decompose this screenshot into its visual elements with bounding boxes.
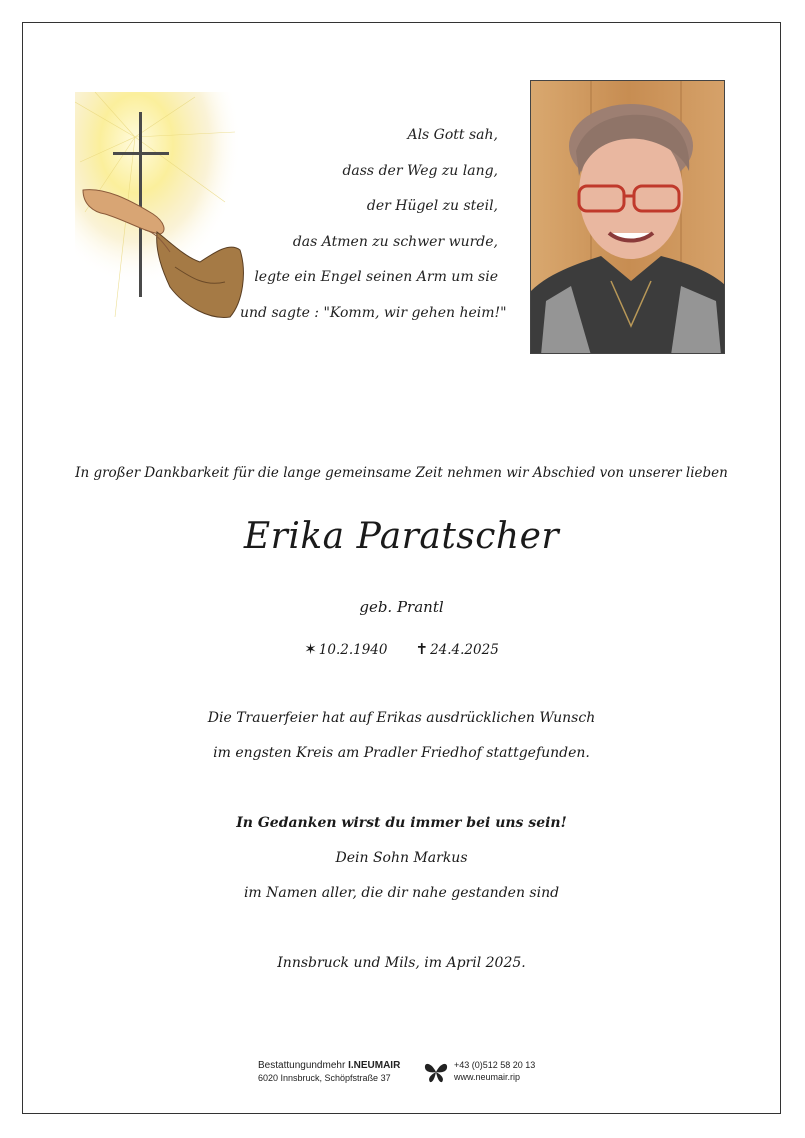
footer-website[interactable]: www.neumair.rip <box>454 1072 521 1082</box>
life-dates <box>22 640 781 658</box>
death-date: 24.4.2025 <box>430 642 499 658</box>
poem-line: legte ein Engel seinen Arm um sie <box>254 269 498 285</box>
signature-line: im Namen aller, die dir nahe gestanden sind <box>243 885 560 901</box>
signature-line: Dein Sohn Markus <box>335 850 468 866</box>
brand <box>258 1060 400 1071</box>
poem-line: das Atmen zu schwer wurde, <box>292 233 498 250</box>
poem-line: Als Gott sah, <box>407 127 498 143</box>
cross-hands-icon <box>75 92 250 327</box>
portrait-photo <box>530 80 725 354</box>
poem-line: und sagte : "Komm, wir gehen heim!" <box>240 304 507 321</box>
birth-date: 10.2.1940 <box>318 642 388 658</box>
birth-star-icon: ✶ <box>304 640 317 658</box>
ceremony-line: Die Trauerfeier hat auf Erikas ausdrücklichen Wunsch <box>207 710 596 726</box>
maiden-name: geb. Prantl <box>359 598 444 616</box>
place-date: Innsbruck und Mils, im April 2025. <box>277 955 526 971</box>
brand-name: I.NEUMAIR <box>348 1060 401 1071</box>
poem-line: der Hügel zu steil, <box>366 198 498 214</box>
ceremony-line: im engsten Kreis am Pradler Friedhof stattgefunden. <box>213 745 590 761</box>
footer-left <box>258 1060 400 1083</box>
funeral-home-footer <box>258 1060 558 1090</box>
death-cross-icon: ✝ <box>415 640 429 658</box>
deceased-name: Erika Paratscher <box>243 516 560 557</box>
motto: In Gedanken wirst du immer bei uns sein! <box>236 815 567 831</box>
poem <box>240 118 507 331</box>
footer-right <box>454 1060 535 1082</box>
poem-line: dass der Weg zu lang, <box>342 162 498 179</box>
butterfly-icon <box>423 1060 449 1084</box>
brand-prefix: Bestattungundmehr <box>258 1060 346 1071</box>
footer-address: 6020 Innsbruck, Schöpfstraße 37 <box>258 1073 391 1083</box>
footer-phone: +43 (0)512 58 20 13 <box>454 1060 536 1070</box>
intro-text: In großer Dankbarkeit für die lange gemeinsame Zeit nehmen wir Abschied von unserer lieben <box>75 465 728 481</box>
